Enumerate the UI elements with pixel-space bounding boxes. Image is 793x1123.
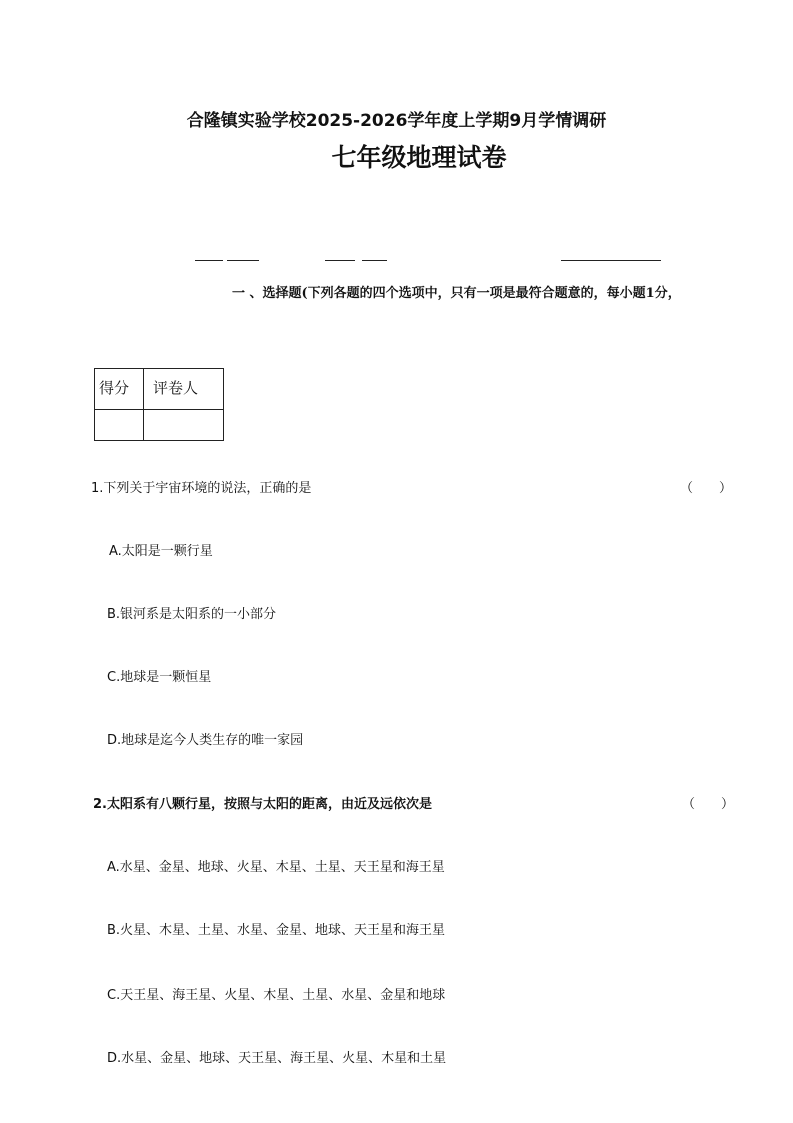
grader-value-cell[interactable] bbox=[144, 410, 224, 441]
section-heading: 一 、选择题(下列各题的四个选项中，只有一项是最符合题意的，每小题1分， bbox=[232, 286, 681, 301]
question-1-stem: 1.下列关于宇宙环境的说法，正确的是 bbox=[91, 481, 312, 496]
score-table bbox=[94, 368, 224, 441]
question-2-option-b[interactable]: B.火星、木星、土星、水星、金星、地球、天王星和海王星 bbox=[107, 923, 446, 938]
question-1-option-b[interactable]: B.银河系是太阳系的一小部分 bbox=[107, 607, 277, 622]
score-value-cell[interactable] bbox=[95, 410, 144, 441]
question-2-option-d[interactable]: D.水星、金星、地球、天王星、海王星、火星、木星和土星 bbox=[107, 1051, 447, 1066]
question-1-option-a[interactable]: A.太阳是一颗行星 bbox=[109, 544, 213, 559]
question-1-answer-bracket[interactable]: （ ） bbox=[680, 481, 733, 496]
question-1-option-d[interactable]: D.地球是迄今人类生存的唯一家园 bbox=[107, 733, 304, 748]
question-2-option-a[interactable]: A.水星、金星、地球、火星、木星、土星、天王星和海王星 bbox=[107, 860, 445, 875]
info-blank-1a[interactable] bbox=[195, 260, 223, 261]
info-blank-2a[interactable] bbox=[325, 260, 355, 261]
info-blank-2b[interactable] bbox=[362, 260, 387, 261]
grader-label-cell: 评卷人 bbox=[144, 369, 224, 410]
score-label-cell: 得分 bbox=[95, 369, 144, 410]
question-2-answer-bracket[interactable]: （ ） bbox=[682, 797, 735, 812]
question-2-stem: 2.太阳系有八颗行星，按照与太阳的距离，由近及远依次是 bbox=[93, 797, 432, 812]
info-blank-1b[interactable] bbox=[227, 260, 259, 261]
question-1-option-c[interactable]: C.地球是一颗恒星 bbox=[107, 670, 212, 685]
question-2-option-c[interactable]: C.天王星、海王星、火星、木星、土星、水星、金星和地球 bbox=[107, 988, 446, 1003]
exam-title: 七年级地理试卷 bbox=[331, 143, 507, 172]
info-blank-3[interactable] bbox=[561, 260, 661, 261]
exam-header-line: 合隆镇实验学校2025-2026学年度上学期9月学情调研 bbox=[186, 111, 607, 131]
